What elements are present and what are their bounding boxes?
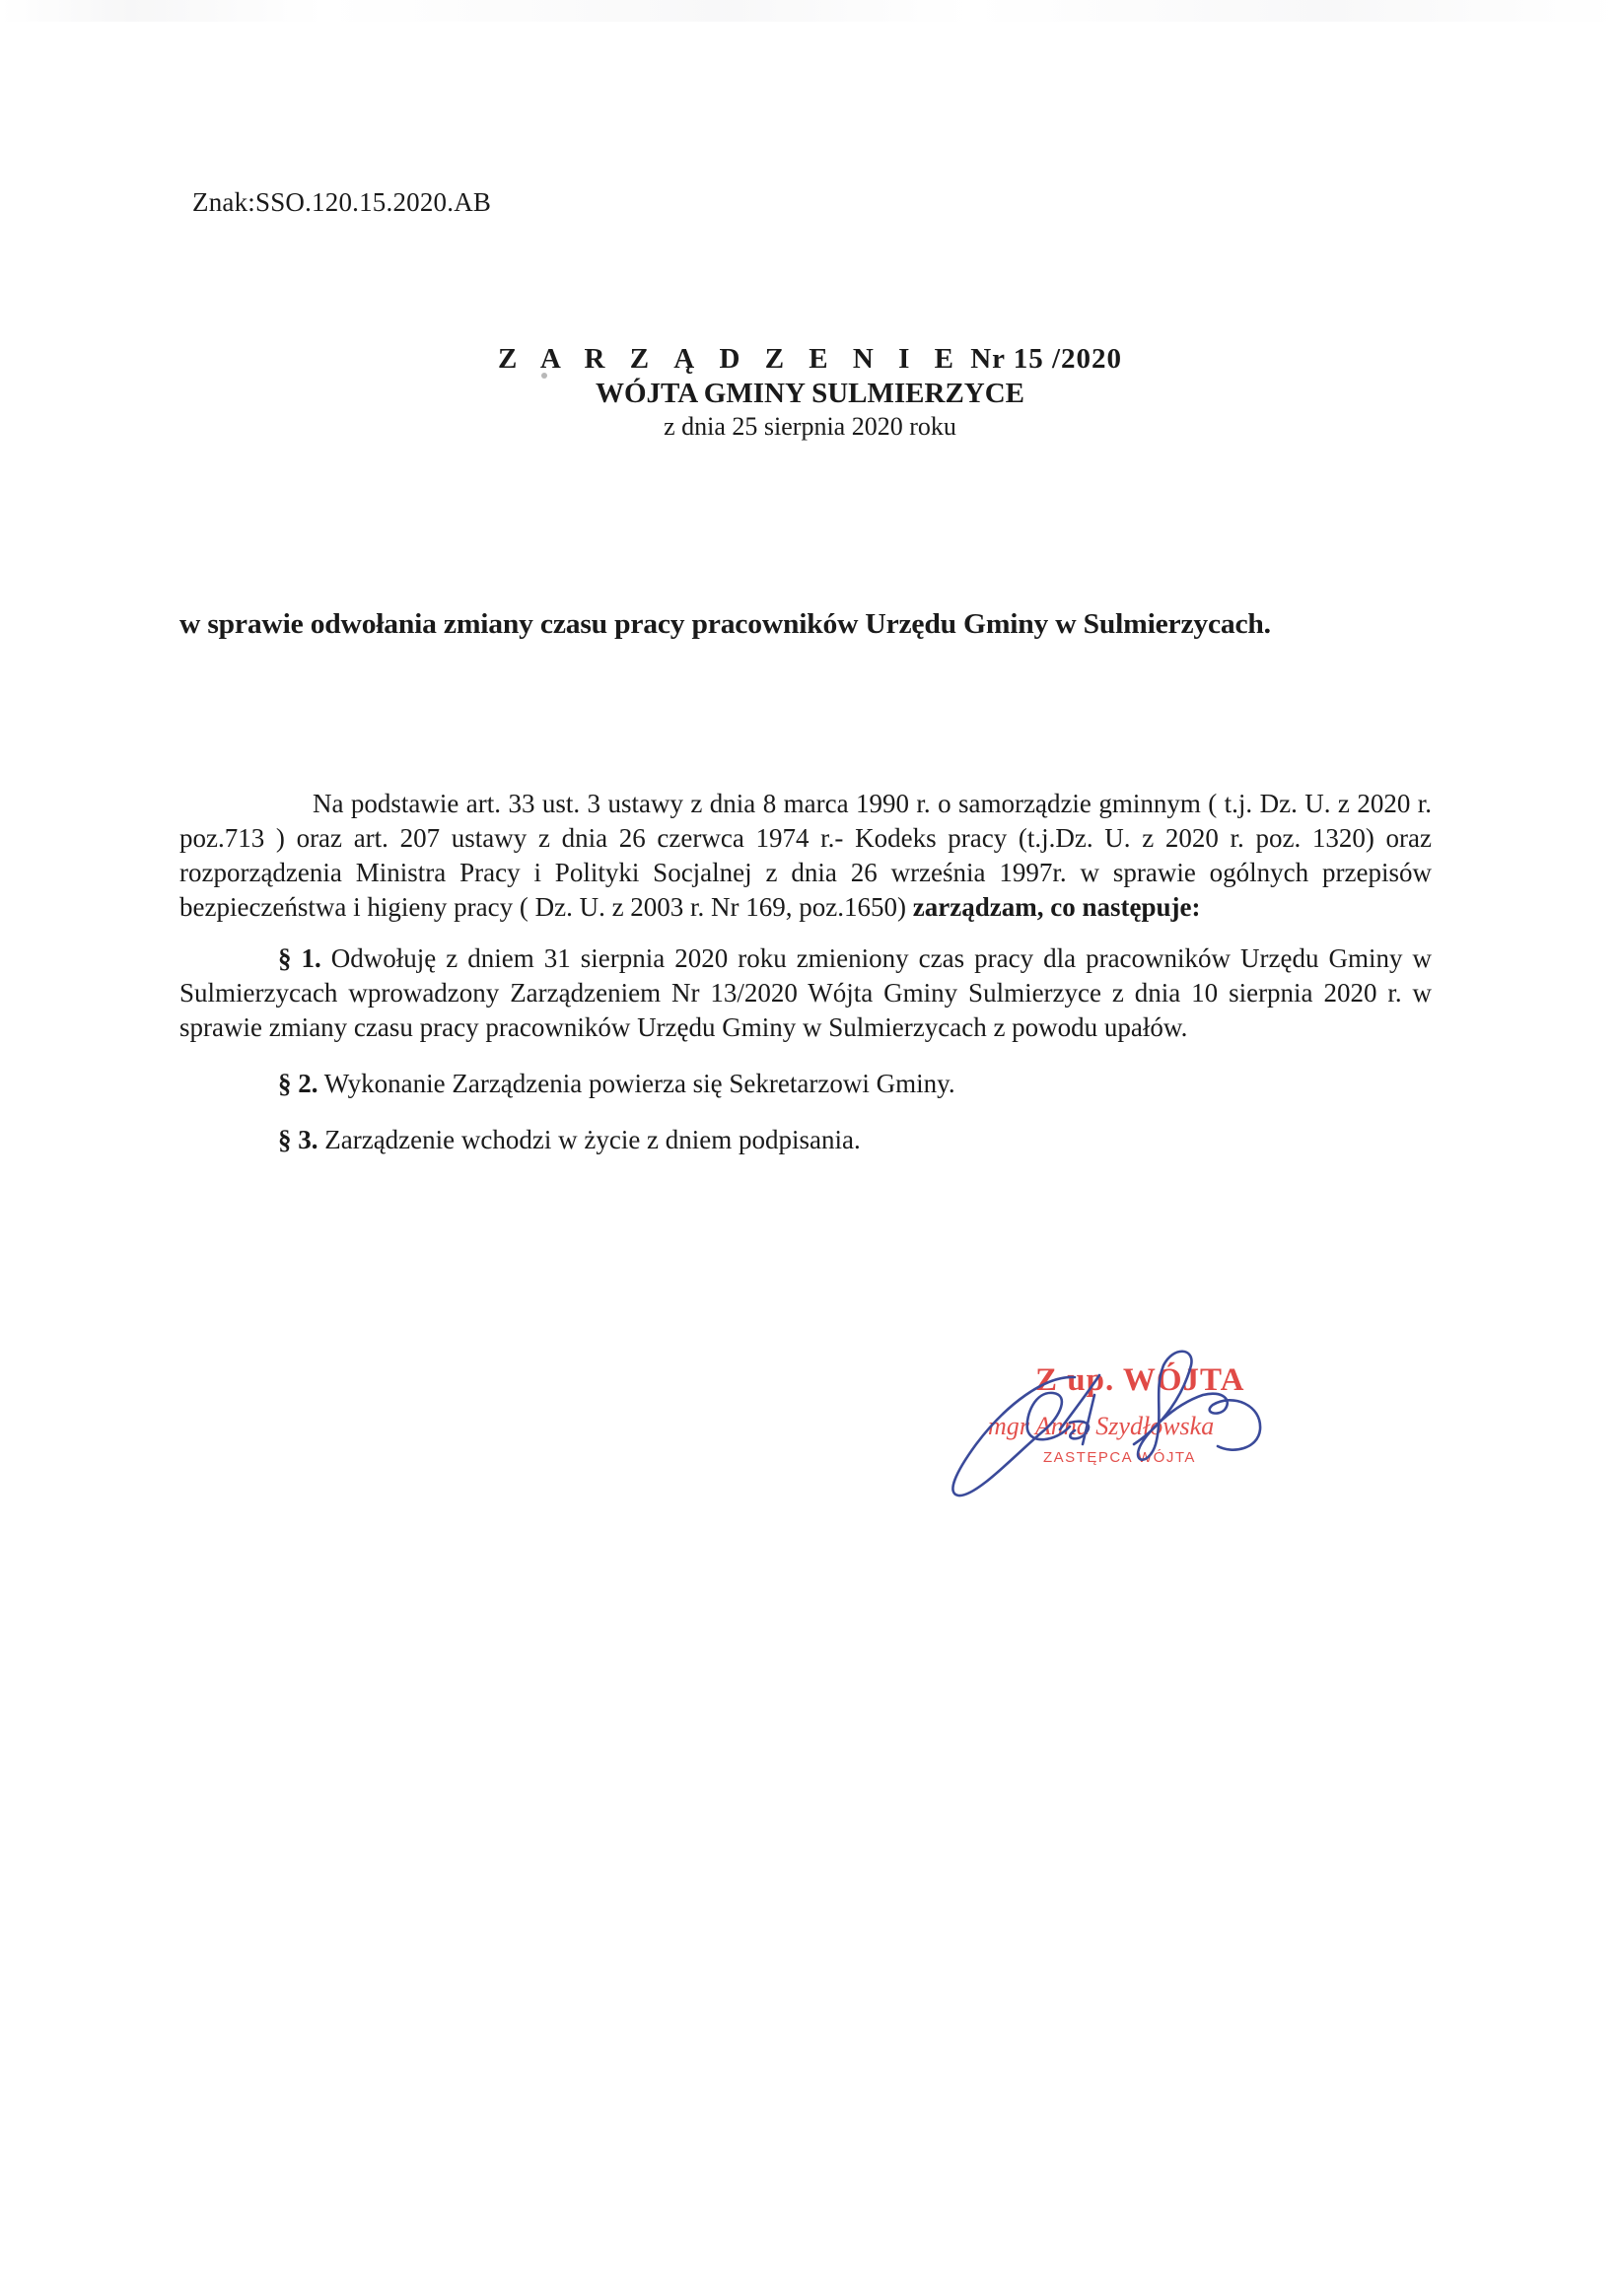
section-text: Zarządzenie wchodzi w życie z dniem podpisania. bbox=[317, 1125, 861, 1154]
title-number: Nr 15 /2020 bbox=[970, 343, 1123, 375]
scan-artifact bbox=[0, 0, 1620, 22]
section-text: Odwołuję z dniem 31 sierpnia 2020 roku zmieniony czas pracy dla pracowników Urzędu Gminy w Sulmierzycach wprowadzony Zarządzeniem Nr 13/2020 Wójta Gminy Sulmierzyce z dnia 10 sierpnia 2020 r. w sprawie zmiany czasu pracy pracowników Urzędu Gminy w Sulmierzycach z powodu upałów. bbox=[179, 943, 1433, 1042]
section-text: Wykonanie Zarządzenia powierza się Sekretarzowi Gminy. bbox=[317, 1069, 955, 1098]
stamp-line-authorization: Z up. WÓJTA bbox=[1035, 1362, 1245, 1398]
section-1 bbox=[179, 941, 1432, 1045]
official-stamp bbox=[947, 1351, 1302, 1498]
document-title bbox=[0, 341, 1620, 377]
section-3 bbox=[179, 1123, 1432, 1157]
section-marker: § 2. bbox=[278, 1069, 318, 1098]
document-body bbox=[179, 787, 1432, 1157]
stamp-line-name: mgr Anna Szydłowska bbox=[988, 1412, 1215, 1440]
document-reference: Znak:SSO.120.15.2020.AB bbox=[192, 187, 492, 217]
document-heading bbox=[0, 341, 1620, 444]
issue-date: z dnia 25 sierpnia 2020 roku bbox=[664, 412, 956, 441]
legal-basis-paragraph bbox=[179, 787, 1432, 925]
section-2 bbox=[179, 1067, 1432, 1101]
section-marker: § 3. bbox=[278, 1125, 318, 1154]
document-subject: w sprawie odwołania zmiany czasu pracy pracowników Urzędu Gminy w Sulmierzycach. bbox=[179, 608, 1271, 640]
enactment-clause: zarządzam, co następuje: bbox=[912, 892, 1201, 922]
section-marker: § 1. bbox=[278, 943, 321, 973]
legal-basis-text: Na podstawie art. 33 ust. 3 ustawy z dnia 8 marca 1990 r. o samorządzie gminnym ( t.j. Dz. U. z 2020 r. poz.713 ) oraz art. 207 ustawy z dnia 26 czerwca 1974 r.- Kodeks pracy (t.j.Dz. U. z 2020 r. poz. 1320) oraz rozporządzenia Ministra Pracy i Polityki Socjalnej z dnia 26 września 1997r. w sprawie ogólnych przepisów bezpieczeństwa i higieny pracy ( Dz. U. z 2003 r. Nr 169, poz.1650) bbox=[179, 789, 1432, 922]
issuing-authority: WÓJTA GMINY SULMIERZYCE bbox=[595, 378, 1025, 409]
stamp-line-position: ZASTĘPCA WÓJTA bbox=[1043, 1449, 1196, 1466]
title-word: Z A R Z Ą D Z E N I E bbox=[497, 343, 962, 375]
